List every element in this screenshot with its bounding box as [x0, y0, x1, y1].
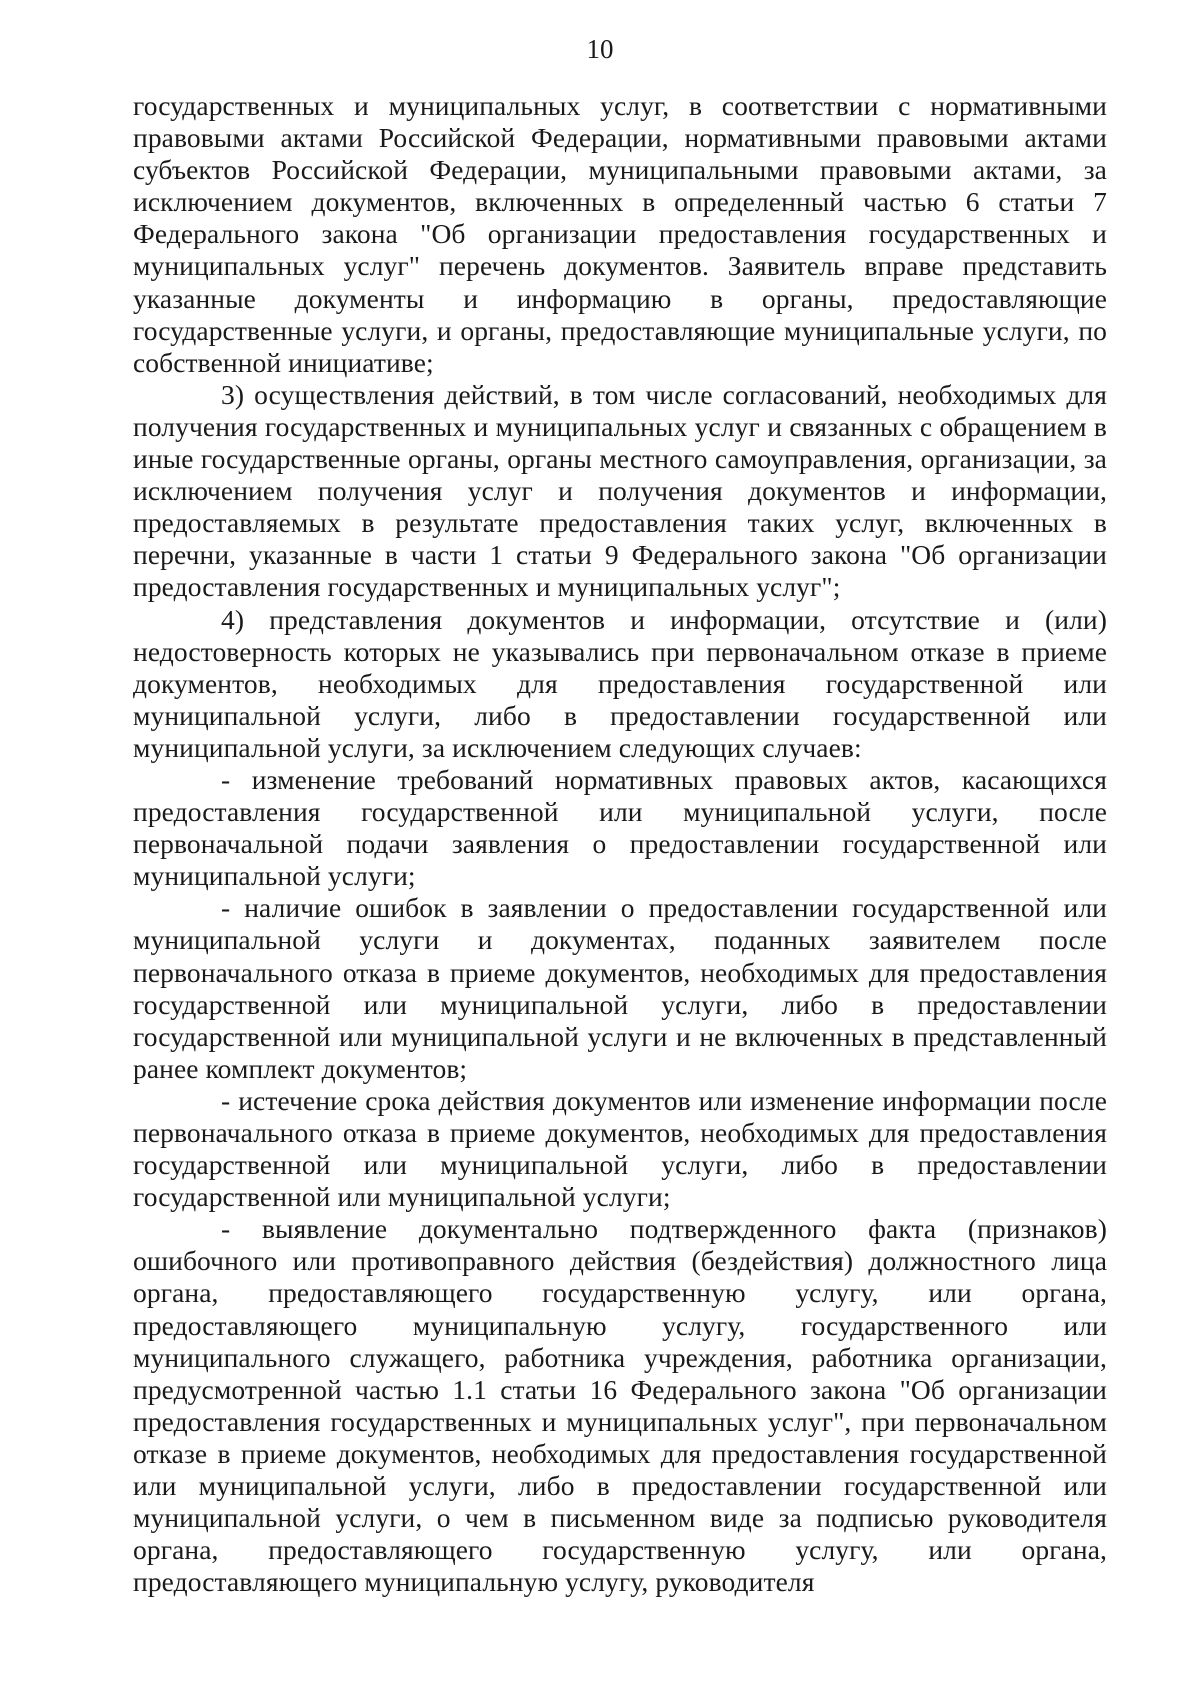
paragraph-item-4: 4) представления документов и информации, отсутствие и (или) недостоверность которых не указывались при первоначальном отказе в приеме документов, необходимых для предоставления государственной или муниципальной услуги, либо в предоставлении государственной или муниципальной услуги, за исключением следующих случаев: [133, 603, 1107, 763]
paragraph-case-requirements-change: - изменение требований нормативных правовых актов, касающихся предоставления государственной или муниципальной услуги, после первоначальной подачи заявления о предоставлении государственной или муниципальной услуги; [133, 763, 1107, 892]
paragraph-continuation: государственных и муниципальных услуг, в соответствии с нормативными правовыми актами Российской Федерации, нормативными правовыми актами субъектов Российской Федерации, муниципальными правовыми актами, за исключением документов, включенных в определенный частью 6 статьи 7 Федерального закона "Об организации предоставления государственных и муниципальных услуг" перечень документов. Заявитель вправе представить указанные документы и информацию в органы, предоставляющие государственные услуги, и органы, предоставляющие муниципальные услуги, по собственной инициативе; [133, 90, 1107, 378]
document-body [133, 90, 1107, 1598]
paragraph-item-3: 3) осуществления действий, в том числе согласований, необходимых для получения государственных и муниципальных услуг и связанных с обращением в иные государственные органы, органы местного самоуправления, организации, за исключением получения услуг и получения документов и информации, предоставляемых в результате предоставления таких услуг, включенных в перечни, указанные в части 1 статьи 9 Федерального закона "Об организации предоставления государственных и муниципальных услуг"; [133, 378, 1107, 603]
paragraph-case-errors: - наличие ошибок в заявлении о предоставлении государственной или муниципальной услуги и документах, поданных заявителем после первоначального отказа в приеме документов, необходимых для предоставления государственной или муниципальной услуги, либо в предоставлении государственной или муниципальной услуги и не включенных в представленный ранее комплект документов; [133, 892, 1107, 1084]
paragraph-case-expiry: - истечение срока действия документов или изменение информации после первоначального отказа в приеме документов, необходимых для предоставления государственной или муниципальной услуги, либо в предоставлении государственной или муниципальной услуги; [133, 1084, 1107, 1213]
page-number: 10 [586, 34, 614, 64]
paragraph-case-unlawful-action: - выявление документально подтвержденного факта (признаков) ошибочного или противоправного действия (бездействия) должностного лица органа, предоставляющего государственную услугу, или органа, предоставляющего муниципальную услугу, государственного или муниципального служащего, работника учреждения, работника организации, предусмотренной частью 1.1 статьи 16 Федерального закона "Об организации предоставления государственных и муниципальных услуг", при первоначальном отказе в приеме документов, необходимых для предоставления государственной или муниципальной услуги, либо в предоставлении государственной или муниципальной услуги, о чем в письменном виде за подписью руководителя органа, предоставляющего государственную услугу, или органа, предоставляющего муниципальную услугу, руководителя [133, 1213, 1107, 1598]
